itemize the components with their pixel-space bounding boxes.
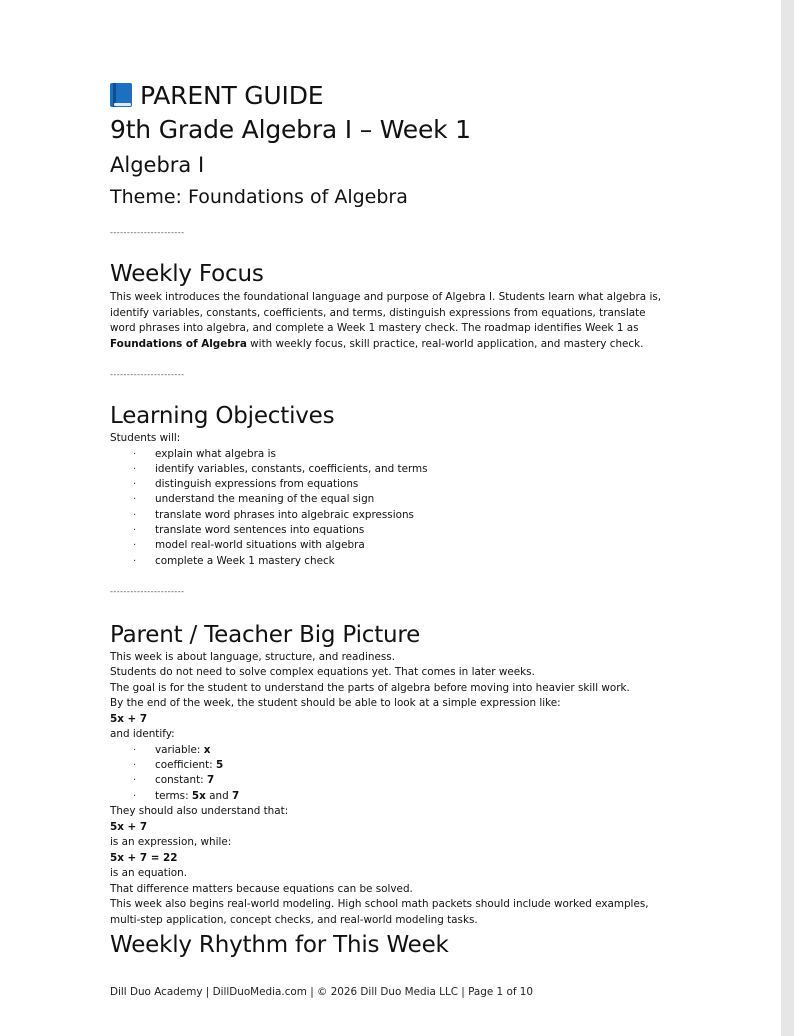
big-picture-line: By the end of the week, the student should be able to look at a simple expression like: [110, 697, 561, 710]
expression-note: is an expression, while: [110, 836, 232, 849]
list-item: · coefficient: 5 [133, 759, 224, 772]
divider: ---------------------- [110, 586, 185, 596]
divider: ---------------------- [110, 370, 185, 379]
page-footer: Dill Duo Academy | DillDuoMedia.com | © 2026 Dill Duo Media LLC | Page 1 of 10 [110, 986, 534, 998]
theme-title: Theme: Foundations of Algebra [110, 186, 408, 208]
equation-example: 5x + 7 = 22 [110, 851, 178, 864]
divider: ---------------------- [110, 228, 185, 237]
list-item: · variable: x [133, 743, 211, 756]
big-picture-line: Students do not need to solve complex equations yet. That comes in later weeks. [110, 666, 535, 679]
list-item: · understand the meaning of the equal sign [133, 493, 375, 506]
list-item: · constant: 7 [133, 774, 215, 787]
big-picture-heading: Parent / Teacher Big Picture [110, 621, 421, 648]
list-item: · terms: 5x and 7 [133, 789, 240, 802]
objectives-list [110, 447, 670, 569]
identify-text: and identify: [110, 728, 175, 741]
difference-text: That difference matters because equations can be solved. [110, 882, 413, 895]
learning-objectives-heading: Learning Objectives [110, 403, 335, 429]
big-picture-line: This week is about language, structure, and readiness. [110, 650, 396, 663]
document-page [110, 80, 670, 960]
understand-text: They should also understand that: [110, 805, 289, 818]
list-item: · complete a Week 1 mastery check [133, 554, 335, 567]
equation-note: is an equation. [110, 867, 188, 880]
list-item: · translate word sentences into equations [133, 523, 365, 536]
weekly-focus-text: This week introduces the foundational language and purpose of Algebra I. Students learn what algebra is, identify variables, constants, coefficients, and terms, distinguish expressions from equations, translate word phrases into algebra, and complete a Week 1 mastery check. The roadmap identifies Week 1 as Foundations of Algebra with weekly focus, skill practice, real-world application, and mastery check. [110, 291, 662, 350]
expression-example: 5x + 7 [110, 712, 148, 725]
expression-example: 5x + 7 [110, 820, 148, 833]
modeling-text: multi-step application, concept checks, and real-world modeling tasks. [110, 913, 478, 926]
expression-parts-list [110, 743, 670, 804]
guide-label: PARENT GUIDE [140, 81, 324, 110]
modeling-text: This week also begins real-world modeling. High school math packets should include worked examples, [110, 898, 649, 911]
weekly-focus-heading: Weekly Focus [110, 261, 264, 287]
list-item: · translate word phrases into algebraic expressions [133, 508, 414, 521]
subject-title: Algebra I [110, 153, 205, 177]
list-item: · explain what algebra is [133, 447, 276, 460]
list-item: · model real-world situations with algebra [133, 539, 365, 552]
guide-title [110, 80, 670, 112]
list-item: · identify variables, constants, coefficients, and terms [133, 462, 428, 475]
big-picture-line: The goal is for the student to understand the parts of algebra before moving into heavier skill work. [110, 681, 630, 694]
list-item: · distinguish expressions from equations [133, 478, 359, 491]
course-week-title: 9th Grade Algebra I – Week 1 [110, 115, 471, 144]
page-edge-shadow [781, 0, 794, 1036]
objectives-intro: Students will: [110, 432, 181, 444]
book-icon [110, 83, 132, 107]
weekly-rhythm-heading: Weekly Rhythm for This Week [110, 932, 449, 959]
